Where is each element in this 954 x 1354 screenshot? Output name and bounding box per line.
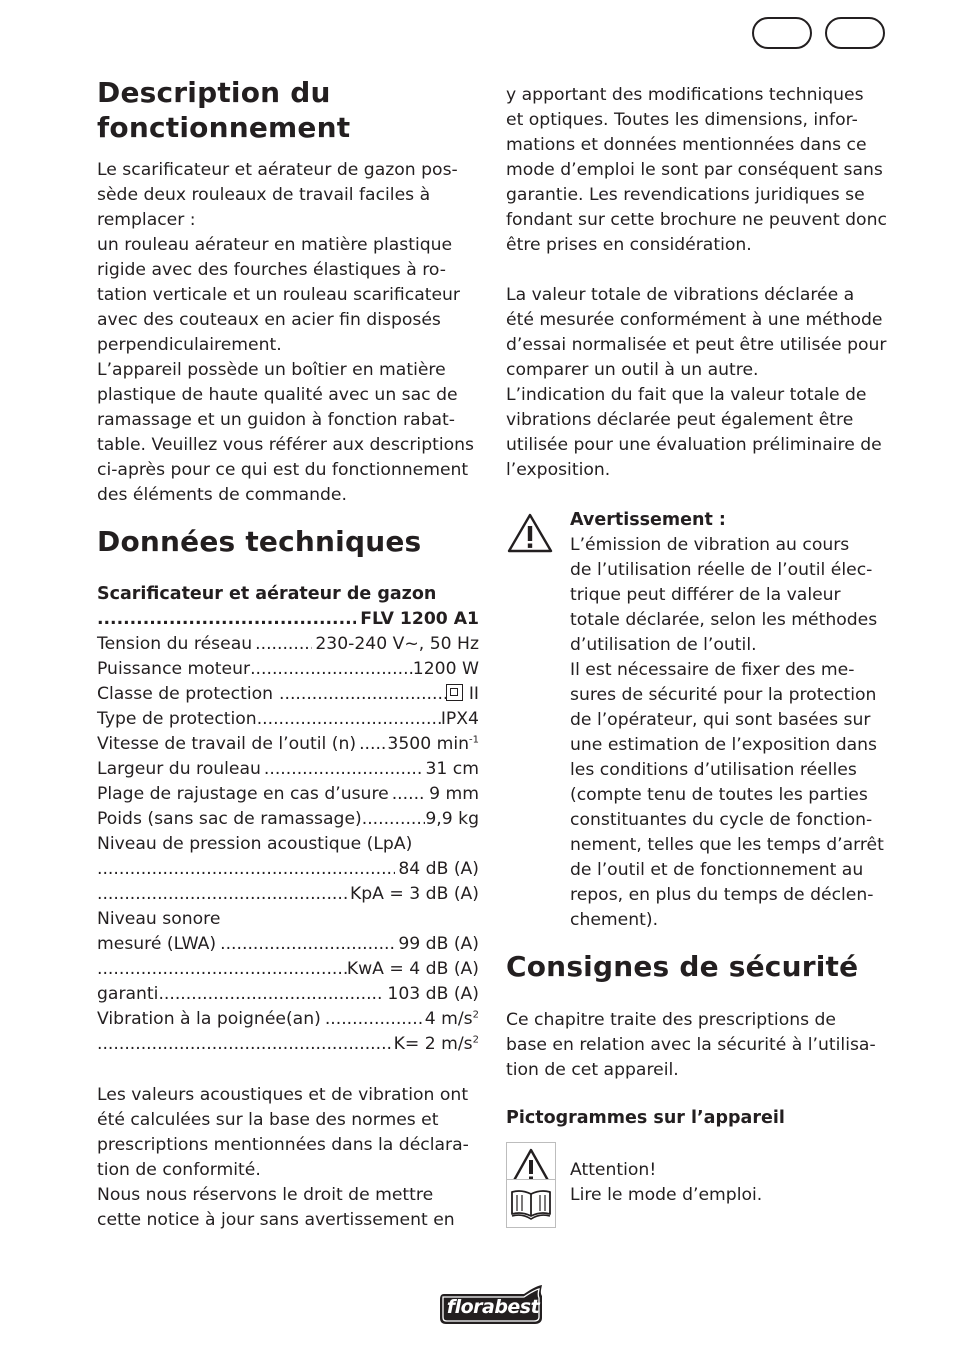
description-paragraph: Le scarificateur et aérateur de gazon pos- sède deux rouleaux de travail faciles à remplacer : un rouleau aérateur en matière plastique rigide avec des fourches élastiques à ro- tation verticale et un rouleau scarificateur avec des couteaux en acier fin disposés perpendiculairement. L’appareil possède un boîtier en matière plastique de haute qualité avec un sac de ramassage et un guidon à fonction rabat- table. Veuillez vous référer aux descriptions ci-après pour ce qui est du fonctionnement des éléments de commande. xyxy=(97,160,474,505)
spec-row-sound-measured: mesuré (LWA) ..... 99 dB (A) xyxy=(97,932,479,957)
warning-triangle-icon xyxy=(506,512,554,554)
spec-row-sound-guaranteed: garanti ..... 103 dB (A) xyxy=(97,982,479,1007)
pictogram-attention-label: Attention! xyxy=(570,1160,657,1180)
heading-description: Description du fonctionnement xyxy=(97,76,351,144)
spec-row-pressure-value: ..... 84 dB (A) xyxy=(97,857,479,882)
pictogram-manual-label: Lire le mode d’emploi. xyxy=(570,1185,763,1205)
manual-book-icon xyxy=(509,1186,553,1222)
safety-paragraph: Ce chapitre traite des prescriptions de base en relation avec la sécurité à l’utilisa- tion de cet appareil. xyxy=(506,1010,876,1080)
spec-row-adjust-range: Plage de rajustage en cas d’usure ..... 9 mm xyxy=(97,782,479,807)
language-badge xyxy=(825,17,885,49)
warning-text: L’émission de vibration au cours de l’utilisation réelle de l’outil élec- trique peut différer de la valeur totale déclarée, selon les méthodes d’utilisation de l’outil. Il est nécessaire de fixer des me- sures de sécurité pour la protection de l’opérateur, qui sont basées sur une estimation de l’exposition dans les conditions d’utilisation réelles (compte tenu de toutes les parties constituantes du cycle de fonction- nement, telles que les temps d’arrêt de l’outil et de fonctionnement au repos, en plus du temps de déclen- chement). xyxy=(570,535,884,930)
spec-row-protection-type: Type de protection ..... IPX4 xyxy=(97,707,479,732)
language-badges xyxy=(752,17,892,53)
spec-row-power: Puissance moteur ..... 1200 W xyxy=(97,657,479,682)
continued-paragraph: y apportant des modifications techniques et optiques. Toutes les dimensions, infor- mations et données mentionnées dans ce mode d’emploi le sont par conséquent sans garantie. Les revendications juridiques se fondant sur cette brochure ne peuvent donc être prises en considération. xyxy=(506,85,887,255)
spec-row-model xyxy=(97,607,479,632)
spec-row-pressure-label: Niveau de pression acoustique (LpA) xyxy=(97,834,413,854)
heading-safety: Consignes de sécurité xyxy=(506,950,859,983)
protection-class-ii-icon xyxy=(446,684,463,701)
language-badge xyxy=(752,17,812,49)
values-note-paragraph: Les valeurs acoustiques et de vibration ont été calculées sur la base des normes et prescriptions mentionnées dans la déclara- tion de conformité. Nous nous réservons le droit de mettre cette notice à jour sans avertissement en xyxy=(97,1085,469,1230)
spec-row-sound-label: Niveau sonore xyxy=(97,909,221,929)
specs-table xyxy=(97,582,479,1057)
product-name: Scarificateur et aérateur de gazon xyxy=(97,584,437,604)
logo-text: florabest xyxy=(446,1295,540,1318)
spec-row-vibration-k: ..... K= 2 $m/s^2$ xyxy=(97,1032,479,1057)
pictograms-heading: Pictogrammes sur l’appareil xyxy=(506,1108,785,1128)
vibration-paragraph: La valeur totale de vibrations déclarée a été mesurée conformément à une méthode d’essai normalisée et peut être utilisée pour comparer un outil à un autre. L’indication du fait que la valeur totale de vibrations déclarée peut également être utilisée pour une évaluation préliminaire de l’exposition. xyxy=(506,285,887,480)
spec-row-voltage: Tension du réseau ..... 230-240 V~, 50 Hz xyxy=(97,632,479,657)
spec-row-vibration: Vibration à la poignée(an) ..... 4 $m/s^2$ xyxy=(97,1007,479,1032)
florabest-logo xyxy=(438,1284,548,1326)
warning-block xyxy=(570,508,900,933)
spec-row-sound-k: ..... KwA = 4 dB (A) xyxy=(97,957,479,982)
spec-row-weight: Poids (sans sac de ramassage) ..... 9,9 kg xyxy=(97,807,479,832)
model-name: FLV 1200 A1 xyxy=(360,609,479,629)
spec-row-pressure-k: ..... KpA = 3 dB (A) xyxy=(97,882,479,907)
manual-pictogram xyxy=(506,1179,556,1228)
warning-title: Avertissement : xyxy=(570,510,726,530)
heading-technical-data: Données techniques xyxy=(97,525,422,558)
spec-row-roller-width: Largeur du rouleau ..... 31 cm xyxy=(97,757,479,782)
spec-row-protection-class: Classe de protection ..... II xyxy=(97,682,479,707)
spec-row-speed: Vitesse de travail de l’outil (n) ..... 3500 $\min^{-1}$ xyxy=(97,732,479,757)
